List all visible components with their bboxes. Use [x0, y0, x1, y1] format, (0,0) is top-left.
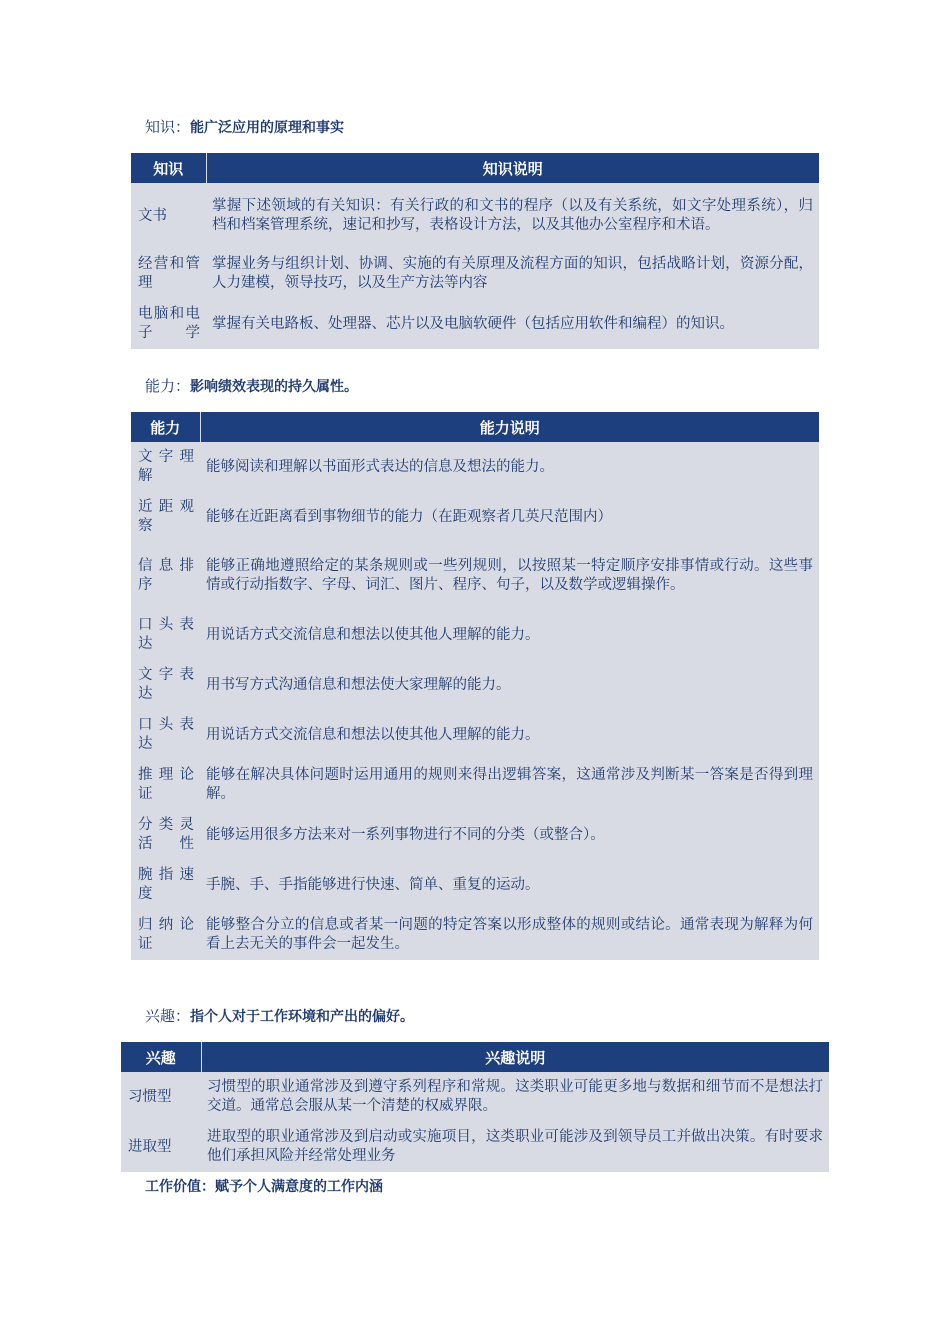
table-row [131, 492, 819, 542]
column-header: 能力 [131, 412, 200, 442]
table-header-row [131, 412, 819, 442]
table-row [131, 610, 819, 660]
table-row [131, 183, 819, 249]
row-desc: 能够整合分立的信息或者某一问题的特定答案以形成整体的规则或结论。通常表现为解释为何看上去无关的事件会一起发生。 [206, 917, 813, 952]
interest-title-desc: 指个人对于工作环境和产出的偏好。 [190, 1009, 415, 1025]
knowledge-title-lead: 知识： [145, 118, 191, 136]
row-name: 归纳论证 [138, 917, 194, 952]
ability-section-title [145, 375, 358, 396]
row-name: 口头表达 [138, 717, 194, 752]
row-name: 进取型 [128, 1138, 172, 1155]
row-desc: 用书写方式沟通信息和想法使大家理解的能力。 [206, 676, 511, 693]
row-name: 推理论证 [138, 767, 194, 802]
table-row [131, 710, 819, 760]
row-desc: 习惯型的职业通常涉及到遵守系列程序和常规。这类职业可能更多地与数据和细节而不是想法打交道。通常总会服从某一个清楚的权威界限。 [207, 1079, 823, 1114]
table-row [131, 910, 819, 960]
table-row [131, 249, 819, 299]
row-desc: 手腕、手、手指能够进行快速、简单、重复的运动。 [206, 876, 540, 893]
table-row [131, 299, 819, 349]
column-header: 能力说明 [200, 412, 819, 442]
table-row [131, 542, 819, 610]
ability-title-lead: 能力： [145, 377, 191, 395]
row-desc: 掌握业务与组织计划、协调、实施的有关原理及流程方面的知识，包括战略计划，资源分配，人力建模，领导技巧，以及生产方法等内容 [212, 256, 813, 291]
table-row [131, 760, 819, 810]
row-desc: 用说话方式交流信息和想法以使其他人理解的能力。 [206, 626, 540, 643]
interest-section-title [145, 1005, 414, 1026]
row-name: 电脑和电子学 [138, 306, 200, 341]
table-row [121, 1122, 829, 1172]
table-row [131, 860, 819, 910]
table-row [121, 1072, 829, 1122]
row-name: 经营和管理 [138, 256, 200, 291]
row-name: 口头表达 [138, 617, 194, 652]
row-name: 分类灵活性 [138, 817, 194, 852]
ability-table [131, 412, 819, 960]
row-desc: 能够在解决具体问题时运用通用的规则来得出逻辑答案，这通常涉及判断某一答案是否得到理解。 [206, 767, 813, 802]
interest-title-lead: 兴趣： [145, 1007, 191, 1025]
row-name: 腕指速度 [138, 867, 194, 902]
row-desc: 能够在近距离看到事物细节的能力（在距观察者几英尺范围内） [206, 508, 612, 525]
knowledge-table [131, 153, 819, 349]
table-row [131, 660, 819, 710]
row-name: 文书 [138, 207, 167, 224]
column-header: 知识 [131, 153, 206, 183]
row-desc: 能够阅读和理解以书面形式表达的信息及想法的能力。 [206, 458, 554, 475]
column-header: 兴趣 [121, 1042, 201, 1072]
row-name: 文字表达 [138, 667, 194, 702]
knowledge-section-title [145, 116, 344, 137]
column-header: 兴趣说明 [201, 1042, 829, 1072]
work-value-title-text: 工作价值：赋予个人满意度的工作内涵 [145, 1179, 383, 1195]
table-row [131, 810, 819, 860]
table-header-row [121, 1042, 829, 1072]
ability-title-desc: 影响绩效表现的持久属性。 [190, 379, 359, 395]
work-value-title [145, 1176, 383, 1196]
row-desc: 掌握有关电路板、处理器、芯片以及电脑软硬件（包括应用软件和编程）的知识。 [212, 315, 734, 332]
table-header-row [131, 153, 819, 183]
row-name: 文字理解 [138, 449, 194, 484]
row-name: 习惯型 [128, 1088, 172, 1105]
column-header: 知识说明 [206, 153, 819, 183]
row-name: 信息排序 [138, 558, 194, 593]
row-desc: 掌握下述领域的有关知识：有关行政的和文书的程序（以及有关系统，如文字处理系统），归档和档案管理系统，速记和抄写，表格设计方法，以及其他办公室程序和术语。 [212, 198, 813, 233]
table-row [131, 442, 819, 492]
row-desc: 能够正确地遵照给定的某条规则或一些列规则，以按照某一特定顺序安排事情或行动。这些事情或行动指数字、字母、词汇、图片、程序、句子，以及数学或逻辑操作。 [206, 558, 813, 593]
knowledge-title-desc: 能广泛应用的原理和事实 [190, 120, 345, 136]
row-name: 近距观察 [138, 499, 194, 534]
interest-table [121, 1042, 829, 1172]
row-desc: 进取型的职业通常涉及到启动或实施项目，这类职业可能涉及到领导员工并做出决策。有时要求他们承担风险并经常处理业务 [207, 1129, 823, 1164]
row-desc: 能够运用很多方法来对一系列事物进行不同的分类（或整合）。 [206, 826, 605, 843]
row-desc: 用说话方式交流信息和想法以使其他人理解的能力。 [206, 726, 540, 743]
